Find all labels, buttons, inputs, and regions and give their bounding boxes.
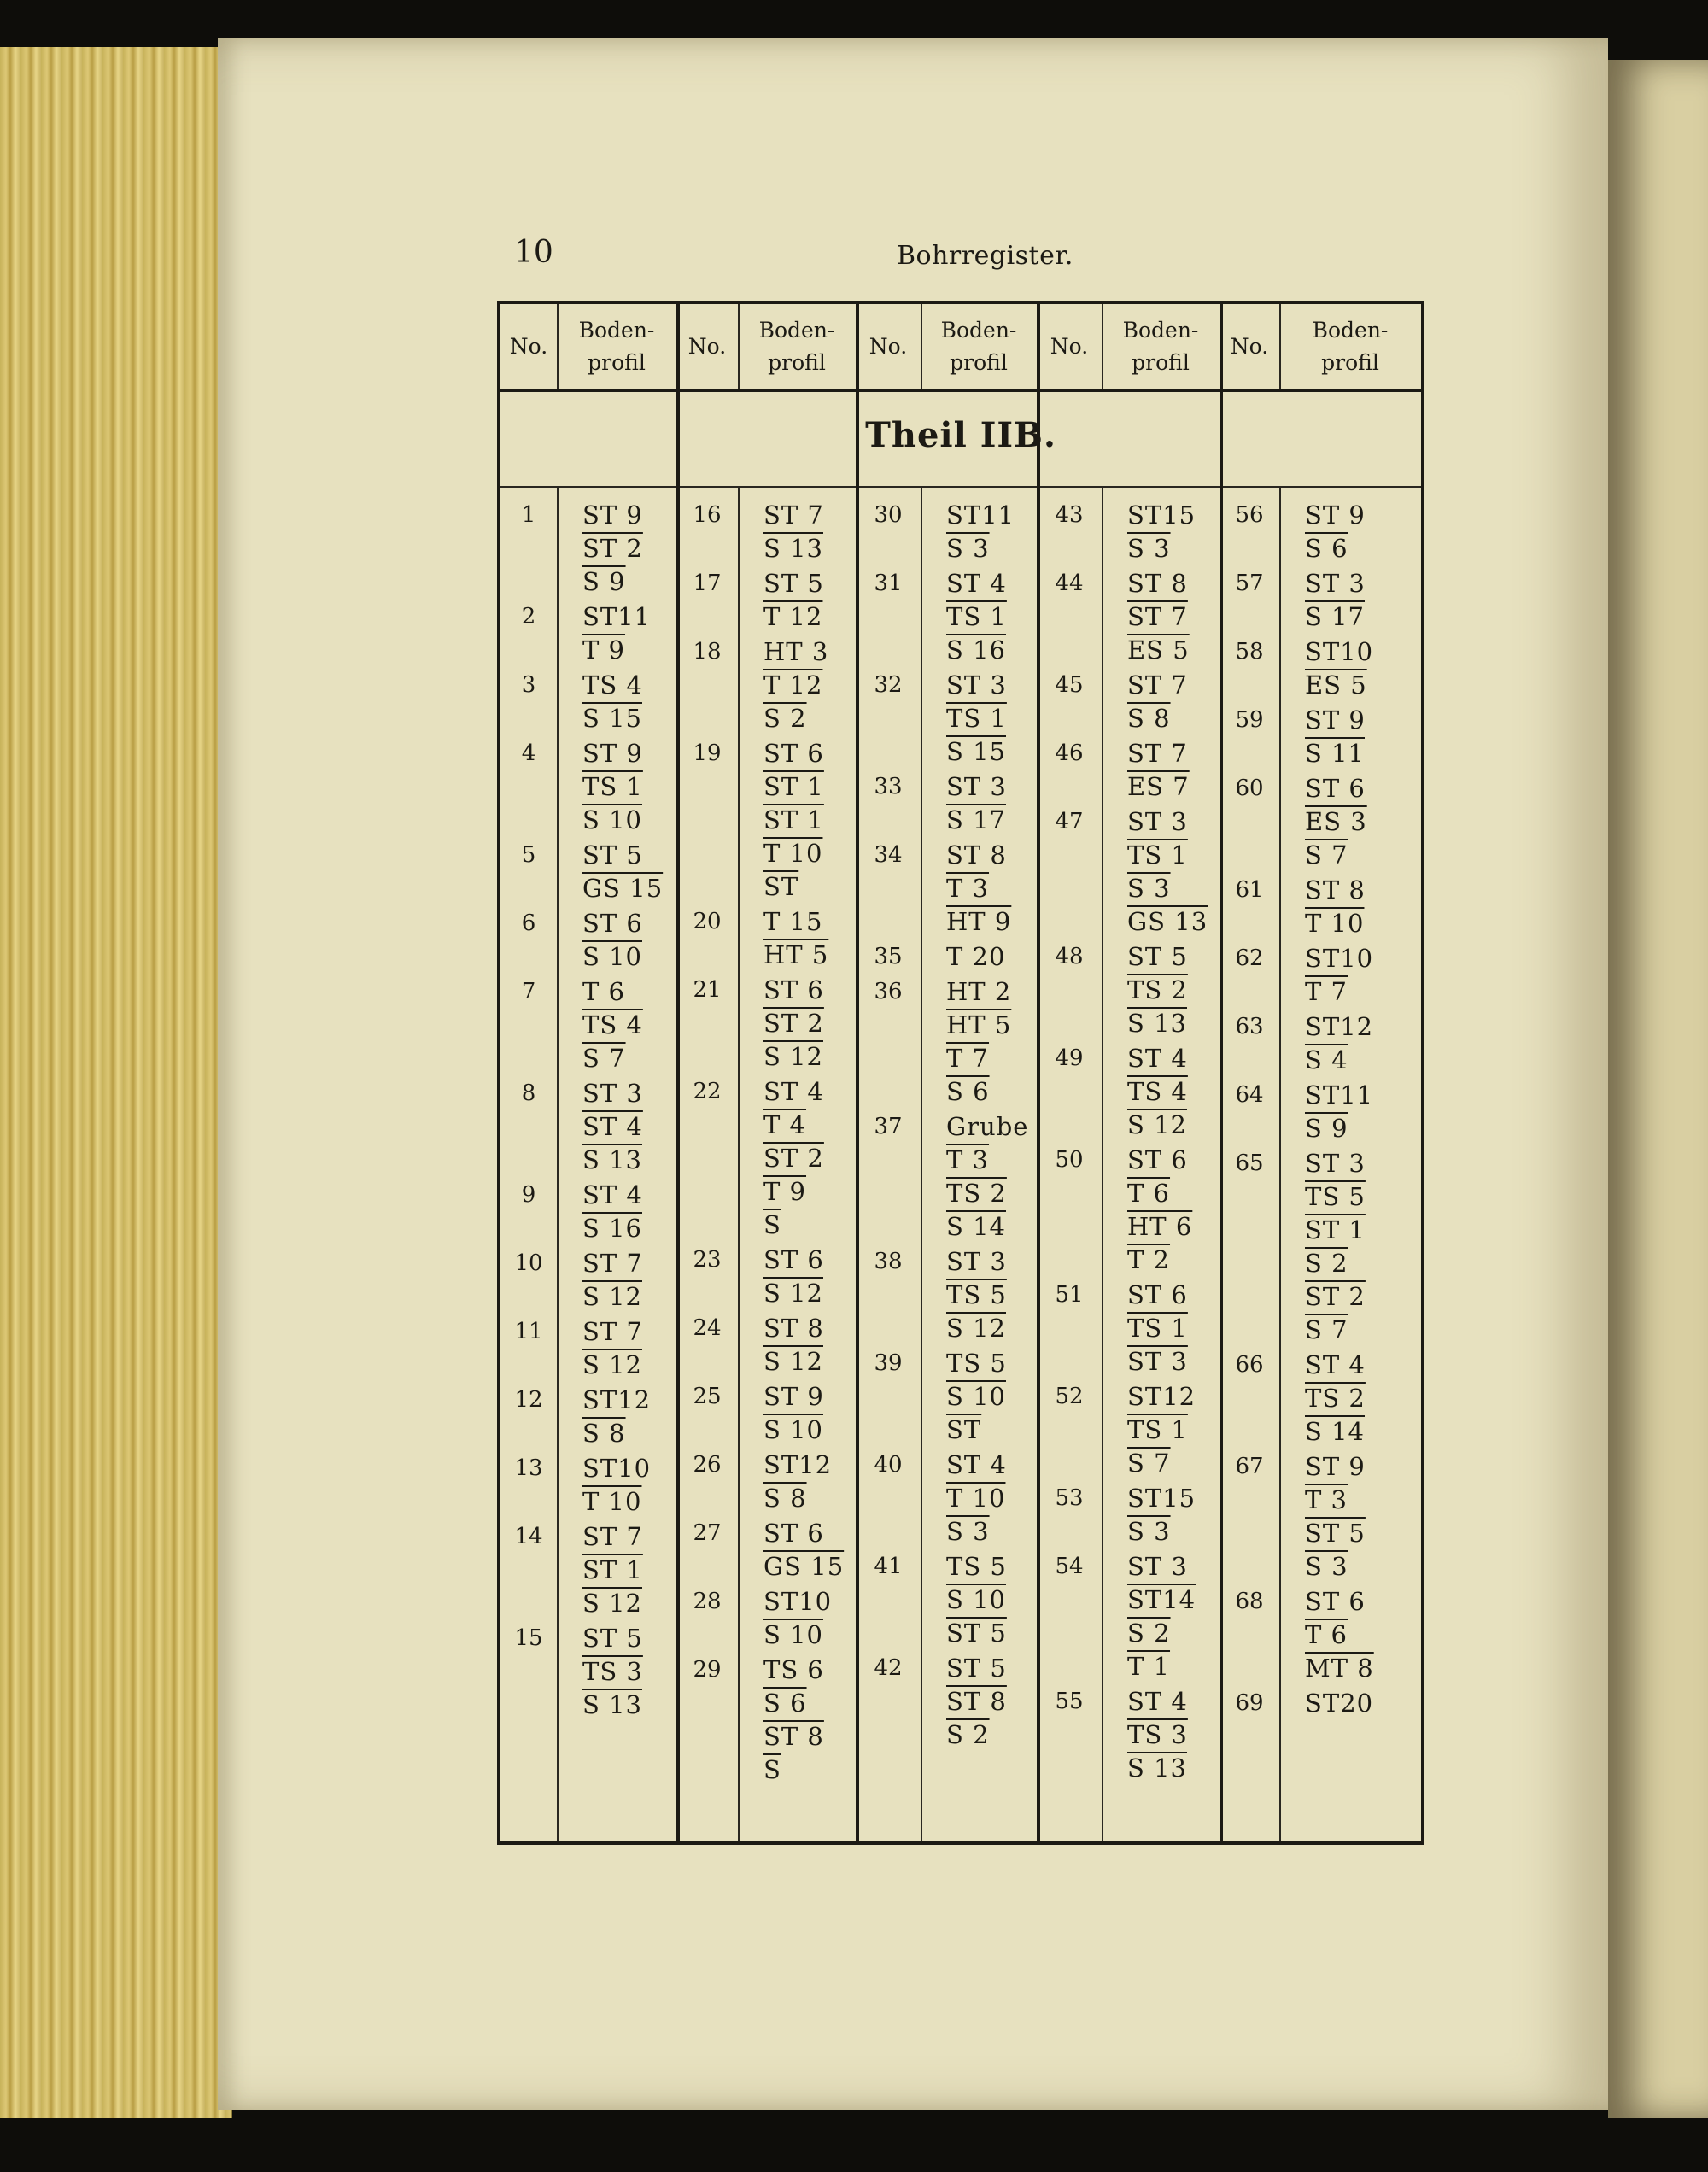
boring-number: 2 — [521, 604, 536, 629]
profile-layer: $\overline{ST}$ — [763, 872, 799, 901]
profile-layer: ST 7 — [582, 1317, 643, 1346]
profile-layer: ST 6 — [1127, 1145, 1188, 1174]
profile-layer: ST 6 — [1127, 1280, 1188, 1309]
profile-layer: S 7 — [1127, 1449, 1171, 1478]
profile-layer: S 15 — [946, 737, 1006, 766]
header-column-rule — [1279, 304, 1281, 389]
profile-layer: S 12 — [1127, 1110, 1187, 1139]
profile-layer: T 12 — [763, 670, 823, 700]
boring-number: 43 — [1055, 502, 1084, 528]
boring-number: 5 — [521, 842, 536, 868]
page-number: 10 — [514, 235, 553, 270]
profile-layer: S 12 — [582, 1589, 642, 1618]
profile-layer: TS 6 — [763, 1655, 824, 1684]
header-bodenprofil — [1102, 304, 1220, 389]
profile-layer: ES 5 — [1127, 635, 1190, 664]
boring-number: 46 — [1055, 741, 1084, 766]
boring-number: 68 — [1235, 1589, 1264, 1614]
header-column-rule — [921, 304, 922, 389]
profile-layer: GS 15 — [582, 874, 664, 903]
profile-layer: ST 8 — [1127, 569, 1188, 598]
profile-layer: S 3 — [1127, 534, 1171, 563]
profile-layer: S 2 — [763, 704, 807, 733]
profile-layer: ST 1 — [763, 805, 824, 834]
profile-layer: TS 1 — [1127, 1415, 1188, 1444]
profile-layer: TS 5 — [1305, 1182, 1366, 1211]
profile-layer: ES 3 — [1305, 807, 1367, 836]
profile-layer: T 10 — [763, 839, 823, 868]
profile-layer: ST 4 — [582, 1112, 643, 1141]
header-label: Boden- profil — [1312, 318, 1389, 375]
section-divider — [500, 486, 1421, 488]
table-header-row — [500, 304, 1421, 389]
profile-layer: TS 2 — [1305, 1384, 1366, 1413]
column-rule — [1102, 486, 1103, 1841]
profile-layer: ST 7 — [582, 1522, 643, 1551]
header-no — [856, 304, 921, 389]
profile-layer: ST 3 — [1127, 807, 1188, 836]
profile-layer: TS 1 — [582, 772, 643, 801]
profile-layer: ST15 — [1127, 501, 1196, 530]
profile-layer: ST 6 — [582, 909, 643, 938]
profile-layer: ST 8 — [1305, 875, 1366, 905]
boring-number: 47 — [1055, 809, 1084, 834]
profile-layer: HT 9 — [946, 907, 1012, 936]
boring-number: 29 — [693, 1657, 722, 1683]
profile-layer: T 4 — [763, 1110, 807, 1139]
boring-number: 65 — [1235, 1150, 1264, 1176]
profile-layer: ST10 — [763, 1587, 833, 1616]
profile-layer: ES 5 — [1305, 670, 1367, 700]
boring-number: 19 — [693, 741, 722, 766]
profile-layer: S 17 — [1305, 602, 1365, 631]
boring-number: 20 — [693, 909, 722, 934]
profile-layer: S 9 — [1305, 1114, 1348, 1143]
boring-number: 11 — [514, 1319, 543, 1344]
profile-layer: ST 4 — [1127, 1044, 1188, 1073]
profile-layer: ST 5 — [1127, 942, 1188, 971]
profile-layer: ST12 — [1305, 1012, 1374, 1041]
profile-layer: S 14 — [1305, 1417, 1365, 1446]
profile-layer: ST 6 — [763, 1245, 824, 1274]
profile-layer: ST10 — [1305, 637, 1374, 666]
profile-layer: TS 1 — [946, 704, 1007, 733]
header-no — [1220, 304, 1279, 389]
profile-layer: ST10 — [1305, 944, 1374, 973]
profile-layer: ST10 — [582, 1454, 652, 1483]
profile-layer: TS 4 — [582, 1010, 643, 1039]
boring-number: 52 — [1055, 1384, 1084, 1409]
boring-number: 34 — [874, 842, 903, 868]
profile-layer: ST 6 — [763, 739, 824, 768]
section-title: Theil IIB. — [865, 415, 1056, 455]
header-bodenprofil — [557, 304, 676, 389]
profile-layer: ST 4 — [582, 1180, 643, 1209]
header-column-rule — [1102, 304, 1103, 389]
profile-layer: ES 7 — [1127, 772, 1190, 801]
column-rule — [1279, 486, 1281, 1841]
profile-layer: ST 5 — [582, 840, 643, 869]
profile-layer: S 13 — [582, 1145, 642, 1174]
profile-layer: T 6 — [582, 977, 626, 1006]
profile-layer: S 12 — [582, 1282, 642, 1311]
boring-number: 24 — [693, 1315, 722, 1341]
profile-layer: S 9 — [582, 567, 626, 596]
boring-number: 4 — [521, 741, 536, 766]
profile-layer: HT 5 — [763, 940, 829, 969]
profile-layer: ST 7 — [1127, 602, 1188, 631]
profile-layer: S 8 — [582, 1419, 626, 1448]
header-no — [500, 304, 557, 389]
profile-layer: ST 6 — [1305, 774, 1366, 803]
profile-layer: ST 5 — [946, 1654, 1007, 1683]
profile-layer: $\overline{S}$ — [763, 1755, 781, 1784]
header-column-rule — [557, 304, 559, 389]
header-no — [1037, 304, 1102, 389]
boring-number: 7 — [521, 979, 536, 1004]
profile-layer: ST 9 — [1305, 705, 1366, 735]
boring-number: 69 — [1235, 1690, 1264, 1716]
profile-layer: S 2 — [946, 1720, 990, 1749]
boring-number: 9 — [521, 1182, 536, 1208]
profile-layer: ST11 — [1305, 1080, 1374, 1109]
boring-number: 38 — [874, 1249, 903, 1274]
boring-number: 56 — [1235, 502, 1264, 528]
profile-layer: T 7 — [946, 1044, 990, 1073]
boring-number: 31 — [874, 571, 903, 596]
profile-layer: ST 9 — [1305, 1452, 1366, 1481]
profile-layer: S 4 — [1305, 1045, 1348, 1074]
profile-layer: S 7 — [582, 1044, 626, 1073]
boring-number: 10 — [514, 1250, 543, 1276]
profile-layer: T 12 — [763, 602, 823, 631]
profile-layer: S 14 — [946, 1212, 1006, 1241]
profile-layer: ST 3 — [1127, 1552, 1188, 1581]
column-rule — [856, 304, 859, 1841]
profile-layer: ST 7 — [1127, 739, 1188, 768]
boring-number: 1 — [521, 502, 536, 528]
boring-number: 39 — [874, 1350, 903, 1376]
header-bodenprofil — [738, 304, 856, 389]
boring-number: 21 — [693, 977, 722, 1003]
profile-layer: HT 3 — [763, 637, 829, 666]
profile-layer: $\overline{ST}$ — [946, 1415, 982, 1444]
profile-layer: S 12 — [763, 1279, 823, 1308]
header-label: No. — [1050, 334, 1089, 359]
boring-number: 33 — [874, 774, 903, 799]
boring-number: 58 — [1235, 639, 1264, 664]
profile-layer: T 1 — [1127, 1652, 1171, 1681]
profile-layer: TS 2 — [1127, 975, 1188, 1004]
profile-layer: ST15 — [1127, 1484, 1196, 1513]
profile-layer: S 15 — [582, 704, 642, 733]
profile-layer: ST11 — [946, 501, 1015, 530]
boring-number: 23 — [693, 1247, 722, 1273]
profile-layer: T 2 — [1127, 1245, 1171, 1274]
profile-layer: S 13 — [763, 534, 823, 563]
boring-number: 45 — [1055, 672, 1084, 698]
boring-number: 61 — [1235, 877, 1264, 903]
header-label: Boden- profil — [578, 318, 655, 375]
profile-layer: ST 9 — [1305, 501, 1366, 530]
profile-layer: ST 2 — [763, 1009, 824, 1038]
column-rule — [738, 486, 740, 1841]
profile-layer: S 12 — [946, 1314, 1006, 1343]
page-edges — [0, 47, 232, 2118]
boring-number: 3 — [521, 672, 536, 698]
profile-layer: TS 4 — [1127, 1077, 1188, 1106]
profile-layer: T 3 — [1305, 1485, 1348, 1514]
profile-layer: ST 3 — [946, 1247, 1007, 1276]
profile-layer: S 12 — [763, 1042, 823, 1071]
profile-layer: ST 2 — [1305, 1282, 1366, 1311]
boring-number: 26 — [693, 1452, 722, 1478]
boring-number: 12 — [514, 1387, 543, 1413]
boring-number: 54 — [1055, 1554, 1084, 1579]
profile-layer: ST 1 — [582, 1555, 643, 1584]
boring-number: 62 — [1235, 945, 1264, 971]
boring-number: 67 — [1235, 1454, 1264, 1479]
profile-layer: ST11 — [582, 602, 652, 631]
profile-layer: S 16 — [946, 635, 1006, 664]
profile-layer: ST 5 — [1305, 1519, 1366, 1548]
profile-layer: T 9 — [582, 635, 626, 664]
header-label: No. — [869, 334, 908, 359]
profile-layer: TS 5 — [946, 1349, 1007, 1378]
profile-layer: S 12 — [582, 1350, 642, 1379]
profile-layer: MT 8 — [1305, 1654, 1374, 1683]
profile-layer: ST 3 — [1305, 1149, 1366, 1178]
profile-layer: ST 4 — [763, 1077, 824, 1106]
profile-layer: ST 5 — [946, 1619, 1007, 1648]
profile-layer: T 10 — [582, 1487, 642, 1516]
profile-layer: S 8 — [763, 1484, 807, 1513]
profile-layer: S 10 — [763, 1620, 823, 1649]
profile-layer: S 12 — [763, 1347, 823, 1376]
profile-layer: ST 3 — [582, 1079, 643, 1108]
boring-number: 66 — [1235, 1352, 1264, 1378]
boring-number: 41 — [874, 1554, 903, 1579]
profile-layer: S 10 — [946, 1382, 1006, 1411]
profile-layer: S 2 — [1127, 1619, 1171, 1648]
boring-number: 42 — [874, 1655, 903, 1681]
header-label: Boden- profil — [1122, 318, 1199, 375]
boring-number: 53 — [1055, 1485, 1084, 1511]
profile-layer: ST20 — [1305, 1689, 1374, 1718]
profile-layer: S 11 — [1305, 739, 1365, 768]
profile-layer: ST 1 — [1305, 1215, 1366, 1244]
profile-layer: ST 9 — [582, 501, 643, 530]
boring-number: 17 — [693, 571, 722, 596]
profile-layer: TS 1 — [946, 602, 1007, 631]
boring-number: 59 — [1235, 707, 1264, 733]
header-divider — [500, 389, 1421, 392]
profile-layer: ST 3 — [946, 670, 1007, 700]
column-rule — [1037, 304, 1040, 1841]
boring-number: 36 — [874, 979, 903, 1004]
profile-layer: $\overline{S}$ — [763, 1210, 781, 1239]
profile-layer: ST 9 — [763, 1382, 824, 1411]
profile-layer: ST 1 — [763, 772, 824, 801]
boring-number: 55 — [1055, 1689, 1084, 1714]
header-column-rule — [738, 304, 740, 389]
profile-layer: ST 7 — [582, 1249, 643, 1278]
boring-number: 8 — [521, 1080, 536, 1106]
profile-layer: S 13 — [1127, 1009, 1187, 1038]
profile-layer: T 3 — [946, 1145, 990, 1174]
profile-layer: TS 4 — [582, 670, 643, 700]
boring-number: 49 — [1055, 1045, 1084, 1071]
boring-number: 50 — [1055, 1147, 1084, 1173]
profile-layer: ST12 — [582, 1385, 652, 1414]
profile-layer: GS 15 — [763, 1552, 845, 1581]
profile-layer: S 10 — [582, 942, 642, 971]
boring-number: 48 — [1055, 944, 1084, 969]
boring-number: 44 — [1055, 571, 1084, 596]
profile-layer: T 6 — [1127, 1179, 1171, 1208]
profile-layer: ST 5 — [763, 569, 824, 598]
profile-layer: S 17 — [946, 805, 1006, 834]
boring-number: 18 — [693, 639, 722, 664]
boring-number: 22 — [693, 1079, 722, 1104]
boring-number: 51 — [1055, 1282, 1084, 1308]
profile-layer: ST 8 — [763, 1722, 824, 1751]
profile-layer: ST12 — [1127, 1382, 1196, 1411]
profile-layer: ST 4 — [946, 569, 1007, 598]
boring-number: 35 — [874, 944, 903, 969]
profile-layer: T 9 — [763, 1177, 807, 1206]
column-rule — [557, 486, 559, 1841]
profile-layer: HT 5 — [946, 1010, 1012, 1039]
profile-layer: ST 2 — [582, 534, 643, 563]
profile-layer: S 16 — [582, 1214, 642, 1243]
profile-layer: ST 3 — [1305, 569, 1366, 598]
profile-layer: S 3 — [946, 534, 990, 563]
profile-layer: ST 4 — [1127, 1687, 1188, 1716]
facing-page-edge — [1608, 60, 1708, 2118]
boring-number: 25 — [693, 1384, 722, 1409]
profile-layer: HT 2 — [946, 977, 1012, 1006]
profile-layer: S 7 — [1305, 840, 1348, 869]
profile-layer: ST 4 — [1305, 1350, 1366, 1379]
profile-layer: TS 1 — [1127, 840, 1188, 869]
profile-layer: ST 6 — [763, 975, 824, 1004]
profile-layer: ST 7 — [763, 501, 824, 530]
profile-layer: S 3 — [1127, 1517, 1171, 1546]
profile-layer: T 10 — [1305, 909, 1365, 938]
profile-layer: T 15 — [763, 907, 823, 936]
boring-number: 13 — [514, 1455, 543, 1481]
boring-number: 15 — [514, 1625, 543, 1651]
profile-layer: ST12 — [763, 1450, 833, 1479]
profile-layer: S 3 — [1305, 1552, 1348, 1581]
boring-number: 27 — [693, 1520, 722, 1546]
profile-layer: ST 3 — [1127, 1347, 1188, 1376]
bohrregister-table — [497, 301, 1424, 1845]
profile-layer: S 10 — [582, 805, 642, 834]
profile-layer: ST 8 — [946, 840, 1007, 869]
profile-layer: S 13 — [582, 1690, 642, 1719]
profile-layer: T 3 — [946, 874, 990, 903]
boring-number: 16 — [693, 502, 722, 528]
profile-layer: S 8 — [1127, 704, 1171, 733]
boring-number: 63 — [1235, 1014, 1264, 1039]
header-label: Boden- profil — [940, 318, 1017, 375]
boring-number: 32 — [874, 672, 903, 698]
profile-layer: S 6 — [763, 1689, 807, 1718]
profile-layer: T 6 — [1305, 1620, 1348, 1649]
boring-number: 37 — [874, 1114, 903, 1139]
boring-number: 60 — [1235, 776, 1264, 801]
column-rule — [676, 304, 680, 1841]
profile-layer: TS 1 — [1127, 1314, 1188, 1343]
profile-layer: TS 5 — [946, 1552, 1007, 1581]
header-label: No. — [509, 334, 548, 359]
profile-layer: S 6 — [1305, 534, 1348, 563]
column-rule — [1220, 304, 1223, 1841]
profile-layer: S 10 — [946, 1585, 1006, 1614]
profile-layer: S 10 — [763, 1415, 823, 1444]
profile-layer: TS 3 — [582, 1657, 643, 1686]
profile-layer: S 7 — [1305, 1315, 1348, 1344]
profile-layer: ST 8 — [763, 1314, 824, 1343]
profile-layer: ST 8 — [946, 1687, 1007, 1716]
profile-layer: ST 3 — [946, 772, 1007, 801]
profile-layer: ST 9 — [582, 739, 643, 768]
header-label: No. — [1230, 334, 1269, 359]
profile-layer: ST 6 — [763, 1519, 824, 1548]
profile-layer: T 20 — [946, 942, 1006, 971]
profile-layer: S 13 — [1127, 1753, 1187, 1783]
profile-layer: Grube — [946, 1112, 1029, 1141]
profile-layer: ST14 — [1127, 1585, 1196, 1614]
header-bodenprofil — [921, 304, 1037, 389]
boring-number: 64 — [1235, 1082, 1264, 1108]
boring-number: 40 — [874, 1452, 903, 1478]
profile-layer: GS 13 — [1127, 907, 1208, 936]
boring-number: 30 — [874, 502, 903, 528]
profile-layer: TS 5 — [946, 1280, 1007, 1309]
column-rule — [921, 486, 922, 1841]
boring-number: 14 — [514, 1524, 543, 1549]
profile-layer: T 10 — [946, 1484, 1006, 1513]
profile-layer: TS 2 — [946, 1179, 1007, 1208]
profile-layer: ST 5 — [582, 1624, 643, 1653]
profile-layer: S 3 — [946, 1517, 990, 1546]
profile-layer: T 7 — [1305, 977, 1348, 1006]
boring-number: 57 — [1235, 571, 1264, 596]
profile-layer: TS 3 — [1127, 1720, 1188, 1749]
header-label: Boden- profil — [758, 318, 835, 375]
profile-layer: ST 4 — [946, 1450, 1007, 1479]
boring-number: 6 — [521, 910, 536, 936]
profile-layer: S 6 — [946, 1077, 990, 1106]
profile-layer: ST 7 — [1127, 670, 1188, 700]
profile-layer: S 3 — [1127, 874, 1171, 903]
header-bodenprofil — [1279, 304, 1421, 389]
header-label: No. — [687, 334, 727, 359]
profile-layer: S 2 — [1305, 1249, 1348, 1278]
profile-layer: ST 6 — [1305, 1587, 1366, 1616]
boring-number: 28 — [693, 1589, 722, 1614]
running-head: Bohrregister. — [897, 241, 1073, 271]
profile-layer: ST 2 — [763, 1144, 824, 1173]
header-no — [676, 304, 738, 389]
profile-layer: HT 6 — [1127, 1212, 1193, 1241]
